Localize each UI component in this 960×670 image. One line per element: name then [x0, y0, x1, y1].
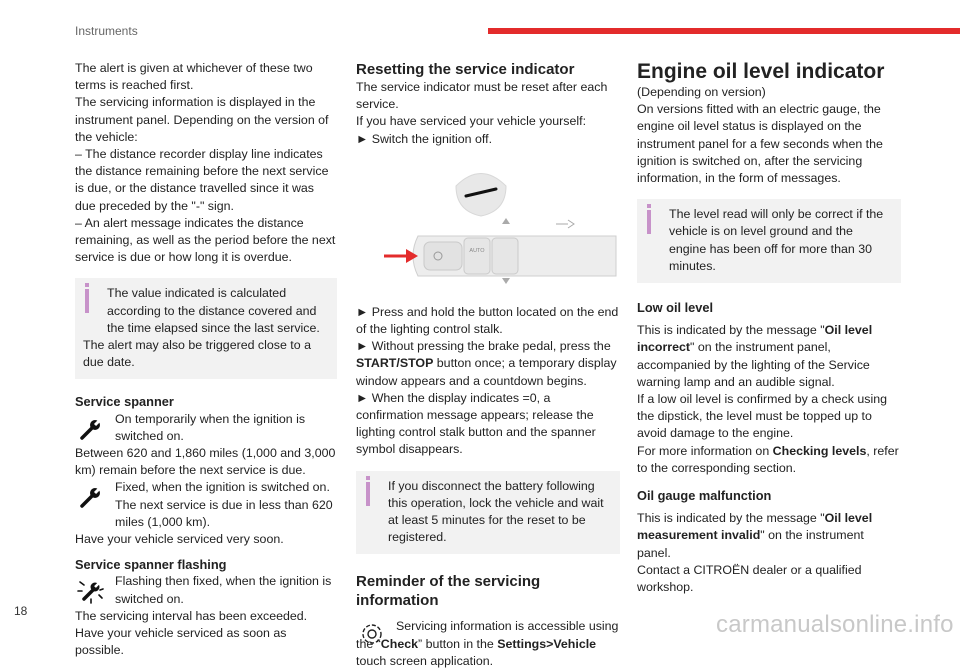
section-heading: Service spanner flashing [75, 557, 227, 573]
note-text: The level read will only be correct if the vehicle is on level ground and the engine has been off for more than 30 minutes. [669, 207, 884, 273]
paragraph: ► Without pressing the brake pedal, press the START/STOP button once; a temporary display window appears and a countdown begins. [356, 339, 617, 388]
paragraph: (Depending on version) [637, 85, 766, 99]
paragraph: Between 620 and 1,860 miles (1,000 and 3,000 km) remain before the next service is due. [75, 446, 336, 478]
lighting-stalk-illustration [356, 156, 620, 296]
section-heading: Oil gauge malfunction [637, 488, 772, 504]
paragraph: On versions fitted with an electric gauge, the engine oil level status is displayed on the instrument panel for a few seconds when the ignition is switched on, after the servicing information, in the form of messages. [637, 102, 883, 186]
icon-paragraph [75, 573, 337, 607]
note-text: The alert may also be triggered close to a due date. [83, 338, 311, 370]
note-text: If you disconnect the battery following this operation, lock the vehicle and wait at least 5 minutes for the reset to be registered. [388, 478, 604, 545]
info-note [75, 278, 337, 379]
paragraph: If a low oil level is confirmed by a check using the dipstick, the level must be topped up to avoid damage to the engine. [637, 392, 887, 441]
page-number: 18 [14, 604, 28, 618]
paragraph: The servicing interval has been exceeded. [75, 608, 308, 623]
page-title: Engine oil level indicator [637, 60, 885, 83]
section-heading: Service spanner [75, 394, 174, 410]
gear-icon [356, 618, 388, 650]
paragraph: On temporarily when the ignition is switched on. [115, 411, 306, 443]
paragraph: ► Press and hold the button located on the end of the lighting control stalk. [356, 304, 619, 337]
note-text: The value indicated is calculated according to the distance covered and the time elapsed since the last service. [107, 286, 320, 335]
paragraph: This is indicated by the message "Oil level incorrect" on the instrument panel, accompanied by the lighting of the Service warning lamp and an audible signal. [637, 323, 873, 389]
paragraph: If you have serviced your vehicle yourself: [356, 114, 587, 129]
paragraph: The service indicator must be reset after each service. [356, 80, 608, 112]
info-icon [366, 482, 370, 506]
section-heading: Resetting the service indicator [356, 61, 575, 78]
info-icon [647, 210, 651, 234]
paragraph: Have your vehicle serviced very soon. [75, 532, 284, 547]
paragraph: Contact a CITROËN dealer or a qualified workshop. [637, 562, 862, 595]
watermark: carmanualsonline.info [716, 611, 954, 638]
column-middle [356, 60, 620, 670]
running-header: Instruments [75, 24, 138, 38]
paragraph: Have your vehicle serviced as soon as possible. [75, 626, 287, 658]
header-accent-bar [488, 28, 960, 34]
spanner-icon [75, 481, 107, 513]
section-heading: Low oil level [637, 300, 714, 316]
icon-paragraph [75, 479, 337, 531]
icon-paragraph [75, 411, 337, 445]
paragraph: This is indicated by the message "Oil level measurement invalid" on the instrument panel. [637, 511, 873, 560]
info-note [637, 199, 901, 283]
paragraph: Servicing information is accessible using the “Check” button in the Settings>Vehicle touch screen application. [356, 619, 619, 668]
icon-paragraph [356, 618, 620, 670]
paragraph: Flashing then fixed, when the ignition is switched on. [115, 574, 332, 606]
column-right [637, 60, 901, 596]
paragraph: For more information on Checking levels, refer to the corresponding section. [637, 443, 899, 475]
paragraph: The servicing information is displayed in the instrument panel. Depending on the version of the vehicle: [75, 95, 329, 144]
info-icon [85, 289, 89, 313]
paragraph: – An alert message indicates the distance remaining, as well as the period before the next service is due or how long it is overdue. [75, 215, 336, 265]
auto-label: AUTO [469, 247, 485, 254]
section-heading: Reminder of the servicing information [356, 573, 541, 610]
spanner-flashing-icon [75, 575, 107, 607]
paragraph: The alert is given at whichever of these two terms is reached first. [75, 61, 313, 93]
paragraph: ► Switch the ignition off. [356, 131, 493, 146]
column-left [75, 60, 337, 660]
paragraph: Fixed, when the ignition is switched on. The next service is due in less than 620 miles (1,000 km). [115, 480, 333, 529]
paragraph: – The distance recorder display line indicates the distance remaining before the next service is due, or the distance travelled since it was due preceded by the "-" sign. [75, 147, 329, 213]
paragraph: ► When the display indicates =0, a confirmation message appears; release the lighting control stalk button and the spanner symbol disappears. [356, 390, 596, 457]
spanner-icon [75, 413, 107, 445]
info-note [356, 471, 620, 555]
